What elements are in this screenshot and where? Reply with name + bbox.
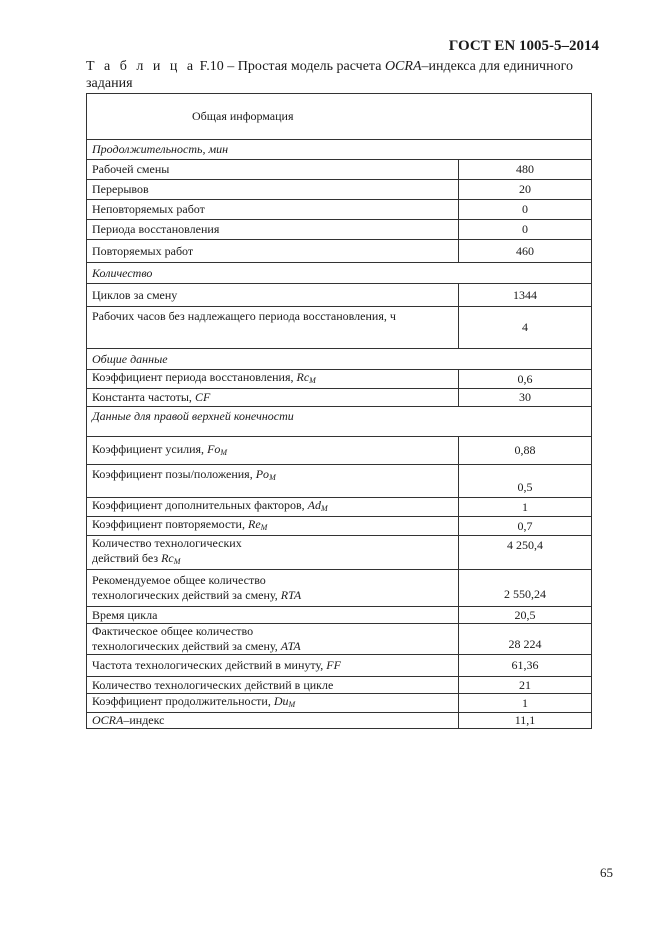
row-label: Рабочей смены xyxy=(87,160,459,180)
row-label: Коэффициент усилия, $Fo_M$ xyxy=(87,437,459,465)
table-row xyxy=(87,713,592,729)
row-label: OCRA–индекс xyxy=(87,713,459,729)
table-row xyxy=(87,437,592,465)
table-row xyxy=(87,677,592,694)
row-label: Повторяемых работ xyxy=(87,240,459,263)
row-value: 0,7 xyxy=(459,517,592,536)
row-label: Частота технологических действий в минуту, FF xyxy=(87,655,459,677)
row-label: Коэффициент позы/положения, $Po_M$ xyxy=(87,465,459,498)
caption-text-c: –индекса для единичного задания xyxy=(86,59,573,91)
row-label: Время цикла xyxy=(87,607,459,624)
table-row xyxy=(87,200,592,220)
section-row xyxy=(87,263,592,284)
section-row xyxy=(87,140,592,160)
table-row xyxy=(87,180,592,200)
row-value: 20,5 xyxy=(459,607,592,624)
row-value: 0 xyxy=(459,200,592,220)
row-value: 480 xyxy=(459,160,592,180)
row-label: Периода восстановления xyxy=(87,220,459,240)
table-row xyxy=(87,694,592,713)
row-value: 0 xyxy=(459,220,592,240)
section-common: Общие данные xyxy=(87,349,592,370)
row-value: 28 224 xyxy=(459,624,592,655)
row-value: 2 550,24 xyxy=(459,570,592,607)
table-header-row xyxy=(87,94,592,140)
row-value: 0,6 xyxy=(459,370,592,389)
row-value: 61,36 xyxy=(459,655,592,677)
table-caption xyxy=(86,58,606,92)
row-value: 4 xyxy=(459,307,592,349)
table-row xyxy=(87,655,592,677)
table-row xyxy=(87,498,592,517)
table-row xyxy=(87,389,592,407)
table-row xyxy=(87,307,592,349)
table-row xyxy=(87,240,592,263)
section-quantity: Количество xyxy=(87,263,592,284)
table-row xyxy=(87,220,592,240)
section-row xyxy=(87,407,592,437)
table-row xyxy=(87,624,592,655)
row-value: 0,88 xyxy=(459,437,592,465)
row-value: 0,5 xyxy=(459,465,592,498)
row-value: 4 250,4 xyxy=(459,536,592,570)
row-value: 20 xyxy=(459,180,592,200)
page-number: 65 xyxy=(600,865,613,880)
row-label: Коэффициент повторяемости, $Re_M$ xyxy=(87,517,459,536)
table-row xyxy=(87,465,592,498)
table-row xyxy=(87,607,592,624)
table-row xyxy=(87,284,592,307)
row-label: Неповторяемых работ xyxy=(87,200,459,220)
table-row xyxy=(87,370,592,389)
row-label: Количество технологических действий без $Rc_M$ xyxy=(87,536,459,570)
ocra-table xyxy=(86,93,592,729)
row-label: Коэффициент периода восстановления, $Rc_M$ xyxy=(87,370,459,389)
table-row xyxy=(87,536,592,570)
row-label: Перерывов xyxy=(87,180,459,200)
section-row xyxy=(87,349,592,370)
row-value: 11,1 xyxy=(459,713,592,729)
row-label: Рекомендуемое общее количество технологических действий за смену, RTA xyxy=(87,570,459,607)
row-label: Фактическое общее количество технологических действий за смену, ATA xyxy=(87,624,459,655)
row-label: Циклов за смену xyxy=(87,284,459,307)
caption-number: F.10 xyxy=(199,59,224,74)
row-label: Коэффициент продолжительности, $Du_M$ xyxy=(87,694,459,713)
table-row xyxy=(87,570,592,607)
row-label: Рабочих часов без надлежащего периода восстановления, ч xyxy=(87,307,459,349)
row-value: 1344 xyxy=(459,284,592,307)
caption-ocra: OCRA xyxy=(384,59,422,74)
general-info-heading: Общая информация xyxy=(87,94,592,140)
section-right-limb: Данные для правой верхней конечности xyxy=(87,407,592,437)
row-label: Коэффициент дополнительных факторов, $Ad_M$ xyxy=(87,498,459,517)
section-duration: Продолжительность, мин xyxy=(87,140,592,160)
row-label: Константа частоты, CF xyxy=(87,389,459,407)
caption-prefix: Т а б л и ц а xyxy=(86,59,197,74)
row-label: Количество технологических действий в цикле xyxy=(87,677,459,694)
standard-designation: ГОСТ EN 1005-5–2014 xyxy=(448,38,599,54)
row-value: 1 xyxy=(459,498,592,517)
row-value: 21 xyxy=(459,677,592,694)
table-row xyxy=(87,517,592,536)
caption-text-a: – Простая модель расчета xyxy=(223,59,385,74)
table-row xyxy=(87,160,592,180)
row-value: 30 xyxy=(459,389,592,407)
row-value: 1 xyxy=(459,694,592,713)
row-value: 460 xyxy=(459,240,592,263)
